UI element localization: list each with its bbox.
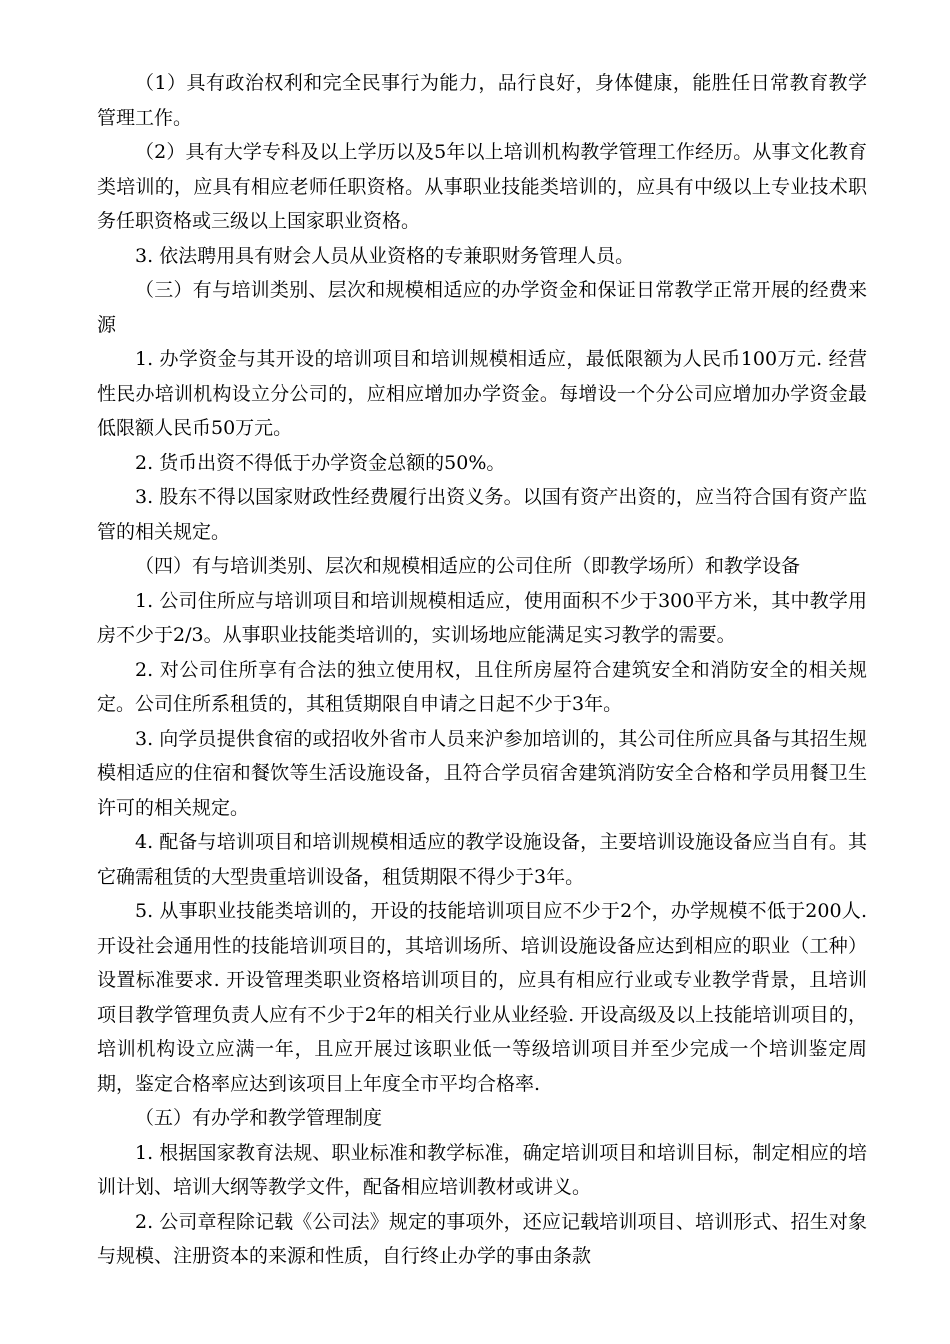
paragraph-management-2: 2. 公司章程除记载《公司法》规定的事项外，还应记载培训项目、培训形式、招生对象与规模、注册资本的来源和性质，自行终止办学的事由条款 xyxy=(97,1210,867,1267)
paragraph-premises-1: 1. 公司住所应与培训项目和培训规模相适应，使用面积不少于300平方米，其中教学用房不少于2/3。从事职业技能类培训的，实训场地应能满足实习教学的需要。 xyxy=(97,589,867,646)
section-heading-premises: （四）有与培训类别、层次和规模相适应的公司住所（即教学场所）和教学设备 xyxy=(135,555,801,577)
paragraph-management-1: 1. 根据国家教育法规、职业标准和教学标准，确定培训项目和培训目标，制定相应的培训计划、培训大纲等教学文件，配备相应培训教材或讲义。 xyxy=(97,1141,867,1198)
paragraph-finance-staff: 3. 依法聘用具有财会人员从业资格的专兼职财务管理人员。 xyxy=(135,244,635,267)
paragraph-premises-3: 3. 向学员提供食宿的或招收外省市人员来沪参加培训的，其公司住所应具备与其招生规模相适应的住宿和餐饮等生活设施设备，且符合学员宿舍建筑消防安全合格和学员用餐卫生许可的相关规定。 xyxy=(97,727,867,819)
paragraph-premises-2: 2. 对公司住所享有合法的独立使用权，且住所房屋符合建筑安全和消防安全的相关规定。公司住所系租赁的，其租赁期限自申请之日起不少于3年。 xyxy=(97,658,867,715)
paragraph-funding-2: 2. 货币出资不得低于办学资金总额的50%。 xyxy=(135,451,506,474)
section-heading-management: （五）有办学和教学管理制度 xyxy=(135,1107,383,1129)
section-heading-funding: （三）有与培训类别、层次和规模相适应的办学资金和保证日常教学正常开展的经费来源 xyxy=(97,279,867,336)
document-page xyxy=(97,66,867,1274)
paragraph-funding-1: 1. 办学资金与其开设的培训项目和培训规模相适应，最低限额为人民币100万元. 经营性民办培训机构设立分公司的，应相应增加办学资金。每增设一个分公司应增加办学资金最低限额人民币50万元。 xyxy=(97,348,867,439)
paragraph-premises-5: 5. 从事职业技能类培训的，开设的技能培训项目应不少于2个，办学规模不低于200人. 开设社会通用性的技能培训项目的，其培训场所、培训设施设备应达到相应的职业（工种）设置标准要求. 开设管理类职业资格培训项目的，应具有相应行业或专业教学背景，且培训项目教学管理负责人应有不少于2年的相关行业从业经验. 开设高级及以上技能培训项目的，培训机构设立应满一年，且应开展过该职业低一等级培训项目并至少完成一个培训鉴定周期，鉴定合格率应达到该项目上年度全市平均合格率. xyxy=(97,900,867,1095)
paragraph-premises-4: 4. 配备与培训项目和培训规模相适应的教学设施设备，主要培训设施设备应当自有。其它确需租赁的大型贵重培训设备，租赁期限不得少于3年。 xyxy=(97,831,867,888)
paragraph-qualification-1: （1）具有政治权利和完全民事行为能力，品行良好，身体健康，能胜任日常教育教学管理工作。 xyxy=(97,72,867,129)
paragraph-funding-3: 3. 股东不得以国家财政性经费履行出资义务。以国有资产出资的，应当符合国有资产监管的相关规定。 xyxy=(97,486,867,543)
paragraph-qualification-2: （2）具有大学专科及以上学历以及5年以上培训机构教学管理工作经历。从事文化教育类培训的，应具有相应老师任职资格。从事职业技能类培训的，应具有中级以上专业技术职务任职资格或三级以上国家职业资格。 xyxy=(97,141,867,232)
